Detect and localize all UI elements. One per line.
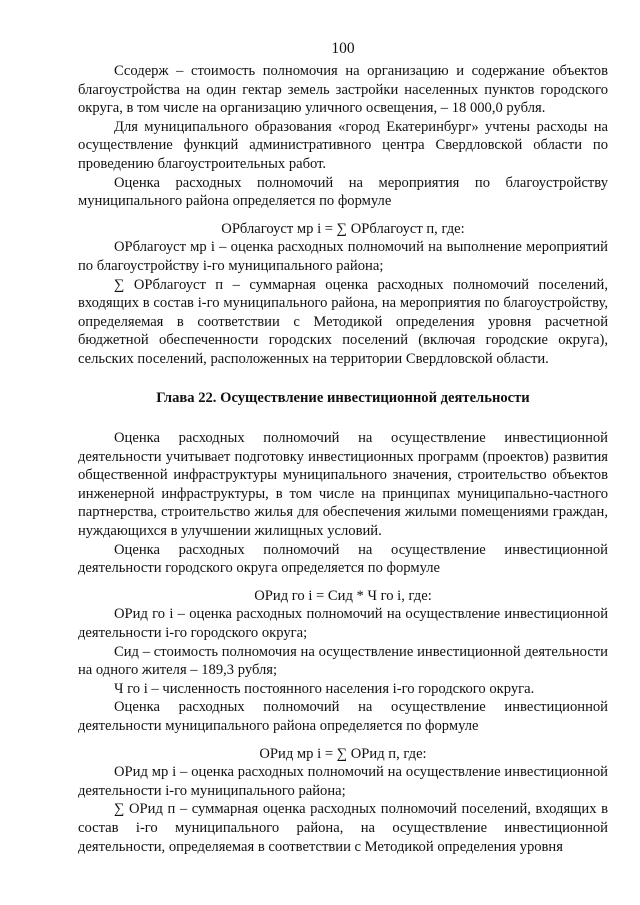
paragraph-population-definition: Ч го i – численность постоянного населения i-го городского округа. <box>114 680 535 697</box>
document-body <box>78 62 608 856</box>
paragraph-investment-district-definition: ОРид мр i – оценка расходных полномочий на осуществление инвестиционной деятельности i-го муниципального района; <box>78 764 608 799</box>
formula-investment-district: ОРид мр i = ∑ ОРид п, где: <box>259 745 427 762</box>
paragraph-improvement-formula-intro: Оценка расходных полномочий на мероприятия по благоустройству муниципального района определяется по формуле <box>78 174 608 210</box>
paragraph-investment-city-definition: ОРид го i – оценка расходных полномочий на осуществление инвестиционной деятельности i-го городского округа; <box>78 606 608 642</box>
paragraph-improvement-settlements-sum: ∑ ОРблагоуст п – суммарная оценка расходных полномочий поселений, входящих в состав i-го муниципального района, на мероприятия по благоустройству, определяемая в соответствии с Методикой определения уровня расчетной бюджетной обеспеченности городских поселений (включая городские округа), сельских поселений, расположенных на территории Свердловской области. <box>78 276 608 367</box>
paragraph-improvement-district-definition: ОРблагоуст мр i – оценка расходных полномочий на выполнение мероприятий по благоустройству i-го муниципального района; <box>78 239 608 274</box>
paragraph-investment-settlements-sum: ∑ ОРид п – суммарная оценка расходных полномочий поселений, входящих в состав i-го муниципального района, на осуществление инвестиционной деятельности, определяемая в соответствии с Методикой определения уровня <box>78 801 608 855</box>
chapter-heading: Глава 22. Осуществление инвестиционной деятельности <box>156 389 530 406</box>
paragraph-investment-city-formula-intro: Оценка расходных полномочий на осуществление инвестиционной деятельности городского округа определяется по формуле <box>78 541 608 577</box>
paragraph-investment-district-formula-intro: Оценка расходных полномочий на осуществление инвестиционной деятельности муниципального района определяется по формуле <box>78 699 608 734</box>
paragraph-investment-scope: Оценка расходных полномочий на осуществление инвестиционной деятельности учитывает подготовку инвестиционных программ (проектов) развития общественной инфраструктуры муниципального значения, строительство объектов инженерной инфраструктуры, в том числе на принципах муниципально-частного партнерства, строительство жилья для обеспечения жилыми помещениями граждан, нуждающихся в улучшении жилищных условий. <box>78 430 608 540</box>
paragraph-ssoderzh-definition: Ссодерж – стоимость полномочия на организацию и содержание объектов благоустройства на один гектар земель застройки населенных пунктов городского округа, в том числе на организацию уличного освещения, – 18 000,0 рубля. <box>78 63 608 117</box>
paragraph-sid-definition: Сид – стоимость полномочия на осуществление инвестиционной деятельности на одного жителя – 189,3 рубля; <box>78 643 608 679</box>
formula-investment-city: ОРид го i = Сид * Ч го i, где: <box>254 587 432 604</box>
formula-improvement-district: ОРблагоуст мр i = ∑ ОРблагоуст п, где: <box>221 220 465 237</box>
paragraph-ekaterinburg-note: Для муниципального образования «город Екатеринбург» учтены расходы на осуществление функций административного центра Свердловской области по проведению благоустроительных работ. <box>78 118 608 172</box>
page-number: 100 <box>331 40 355 57</box>
